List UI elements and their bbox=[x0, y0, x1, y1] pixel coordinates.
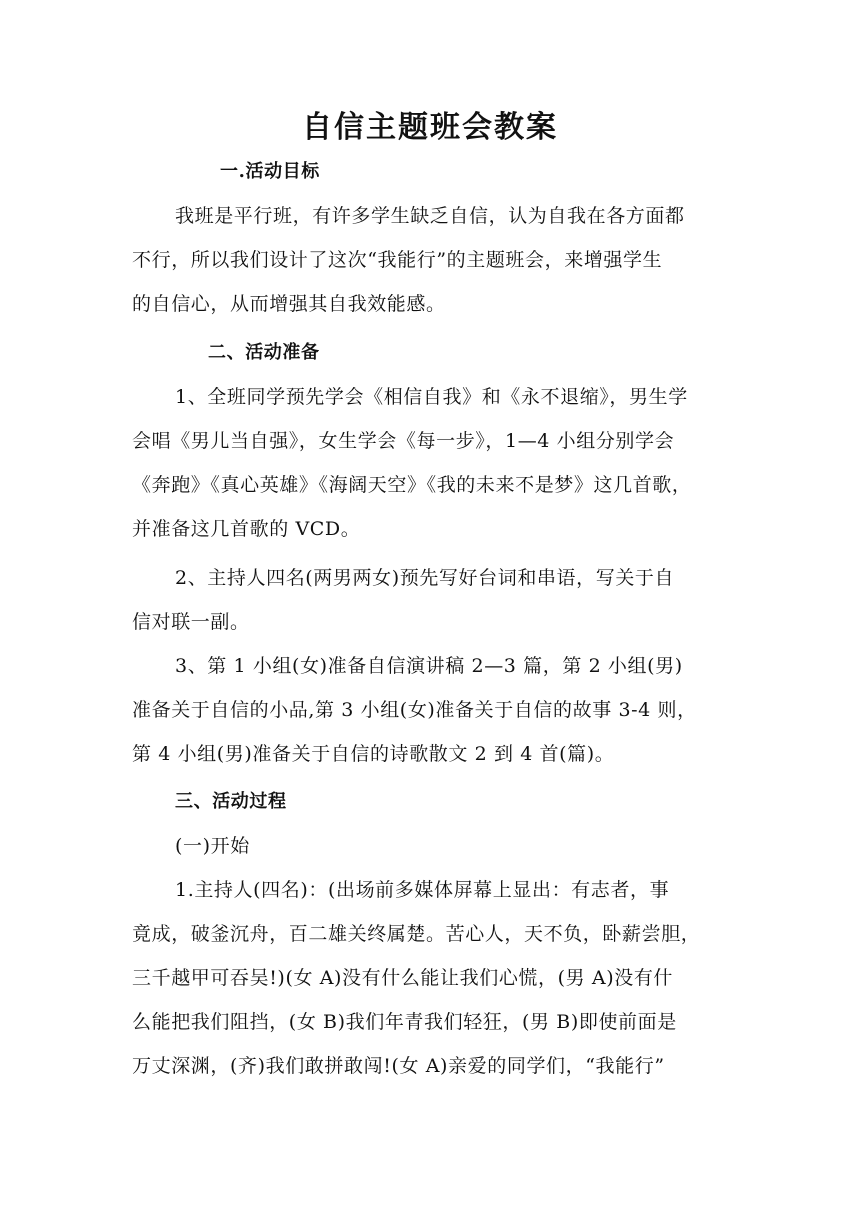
paragraph-line: 并准备这几首歌的 VCD。 bbox=[132, 518, 361, 540]
paragraph-line: 信对联一副。 bbox=[132, 611, 250, 633]
paragraph-line: 1.主持人(四名)：(出场前多媒体屏幕上显出：有志者，事 bbox=[175, 879, 670, 901]
paragraph-line: 准备关于自信的小品,第 3 小组(女)准备关于自信的故事 3-4 则， bbox=[132, 699, 697, 721]
paragraph-line: 不行，所以我们设计了这次“我能行”的主题班会，来增强学生 bbox=[132, 249, 663, 271]
paragraph-line: 《奔跑》《真心英雄》《海阔天空》《我的未来不是梦》这几首歌， bbox=[132, 474, 692, 496]
paragraph-line: 3、第 1 小组(女)准备自信演讲稿 2—3 篇，第 2 小组(男) bbox=[175, 655, 683, 677]
section-heading: 一.活动目标 bbox=[220, 161, 320, 182]
section-heading: 二、活动准备 bbox=[208, 342, 320, 363]
paragraph-line: 三千越甲可吞吴!)(女 A)没有什么能让我们心慌，(男 A)没有什 bbox=[132, 967, 674, 989]
paragraph-line: (一)开始 bbox=[175, 835, 250, 857]
document-title: 自信主题班会教案 bbox=[302, 110, 558, 145]
paragraph-line: 万丈深渊，(齐)我们敢拼敢闯!(女 A)亲爱的同学们，“我能行” bbox=[132, 1055, 665, 1077]
paragraph-line: 竟成，破釜沉舟，百二雄关终属楚。苦心人，天不负，卧薪尝胆， bbox=[132, 923, 701, 945]
paragraph-line: 会唱《男儿当自强》，女生学会《每一步》，1—4 小组分别学会 bbox=[132, 430, 675, 452]
section-heading: 三、活动过程 bbox=[175, 791, 287, 812]
paragraph-line: 么能把我们阻挡，(女 B)我们年青我们轻狂，(男 B)即使前面是 bbox=[132, 1011, 677, 1033]
paragraph-line: 2、主持人四名(两男两女)预先写好台词和串语，写关于自 bbox=[175, 567, 675, 589]
paragraph-line: 1、全班同学预先学会《相信自我》和《永不退缩》，男生学 bbox=[175, 386, 688, 408]
paragraph-line: 我班是平行班，有许多学生缺乏自信，认为自我在各方面都 bbox=[175, 205, 685, 227]
paragraph-line: 第 4 小组(男)准备关于自信的诗歌散文 2 到 4 首(篇)。 bbox=[132, 743, 615, 765]
paragraph-line: 的自信心，从而增强其自我效能感。 bbox=[132, 293, 446, 315]
